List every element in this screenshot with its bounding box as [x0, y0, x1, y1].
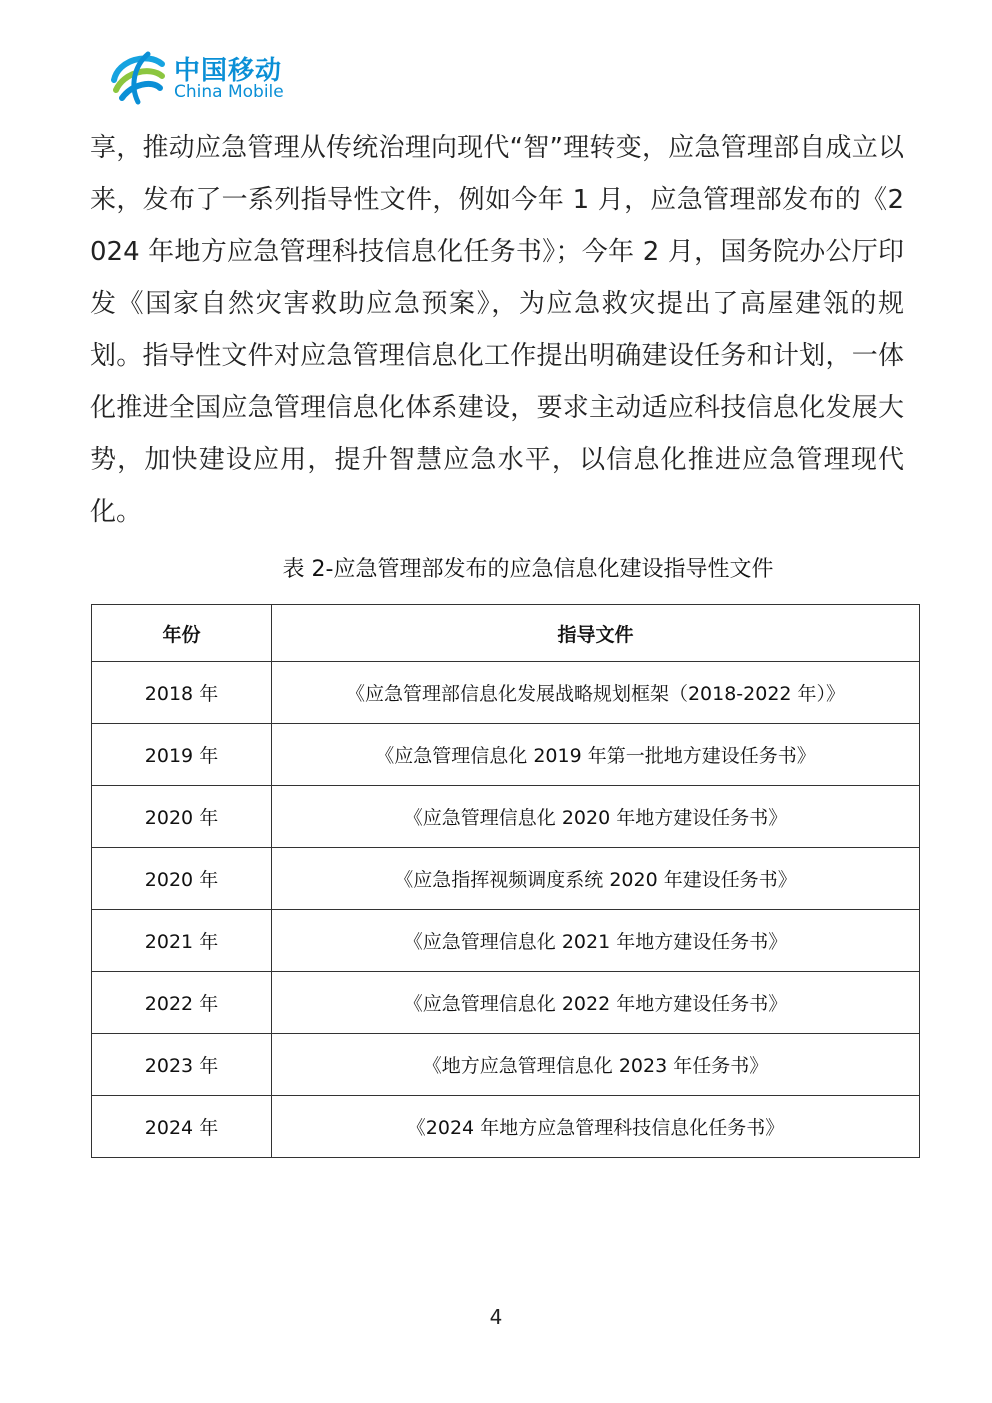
row-document: 《2024 年地方应急管理科技信息化任务书》	[272, 1096, 920, 1158]
row-document: 《应急管理信息化 2021 年地方建设任务书》	[272, 910, 920, 972]
logo-text-en: China Mobile	[174, 82, 284, 102]
table-header-row	[92, 605, 920, 662]
table-row	[92, 1034, 920, 1096]
guidance-documents-table	[91, 604, 920, 1158]
row-year: 2020 年	[92, 786, 272, 848]
table-row	[92, 848, 920, 910]
china-mobile-swirl-icon	[108, 46, 168, 106]
table-row	[92, 724, 920, 786]
table-row	[92, 1096, 920, 1158]
row-document: 《应急管理信息化 2022 年地方建设任务书》	[272, 972, 920, 1034]
row-year: 2023 年	[92, 1034, 272, 1096]
row-year: 2024 年	[92, 1096, 272, 1158]
header-year: 年份	[92, 605, 272, 662]
row-year: 2018 年	[92, 662, 272, 724]
logo-text-cn: 中国移动	[174, 56, 283, 86]
row-document: 《应急管理信息化 2020 年地方建设任务书》	[272, 786, 920, 848]
table-row	[92, 662, 920, 724]
row-document: 《应急指挥视频调度系统 2020 年建设任务书》	[272, 848, 920, 910]
row-document: 《地方应急管理信息化 2023 年任务书》	[272, 1034, 920, 1096]
table-row	[92, 972, 920, 1034]
page-number: 4	[489, 1305, 503, 1329]
header-document: 指导文件	[272, 605, 920, 662]
row-year: 2019 年	[92, 724, 272, 786]
table-caption: 表 2-应急管理部发布的应急信息化建设指导性文件	[282, 557, 774, 582]
table-row	[92, 910, 920, 972]
row-document: 《应急管理部信息化发展战略规划框架（2018-2022 年）》	[272, 662, 920, 724]
body-paragraph: 享，推动应急管理从传统治理向现代“智”理转变，应急管理部自成立以来，发布了一系列指导性文件，例如今年 1 月，应急管理部发布的《2024 年地方应急管理科技信息化任务书》；今年 2 月，国务院办公厅印发《国家自然灾害救助应急预案》，为应急救灾提出了高屋建瓴的规划。指导性文件对应急管理信息化工作提出明确建设任务和计划，一体化推进全国应急管理信息化体系建设，要求主动适应科技信息化发展大势，加快建设应用，提升智慧应急水平，以信息化推进应急管理现代化。	[90, 133, 904, 527]
row-year: 2022 年	[92, 972, 272, 1034]
row-year: 2020 年	[92, 848, 272, 910]
table-row	[92, 786, 920, 848]
row-year: 2021 年	[92, 910, 272, 972]
china-mobile-logo	[108, 46, 308, 106]
row-document: 《应急管理信息化 2019 年第一批地方建设任务书》	[272, 724, 920, 786]
